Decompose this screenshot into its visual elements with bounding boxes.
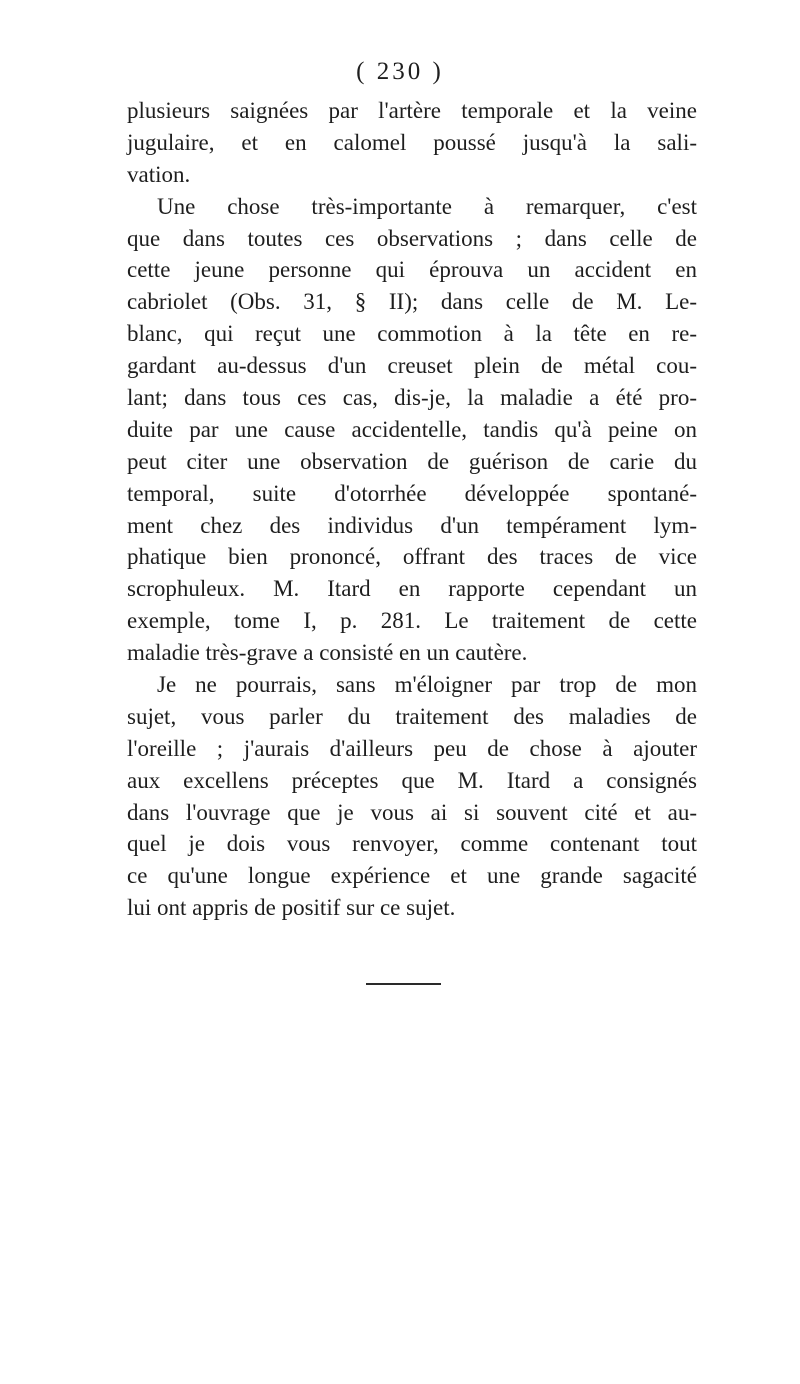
text-line: gardant au-dessus d'un creuset plein de métal cou-	[127, 353, 697, 379]
text-line: l'oreille ; j'aurais d'ailleurs peu de chose à ajouter	[127, 735, 697, 761]
text-line: dans l'ouvrage que je vous ai si souvent cité et au-	[127, 799, 697, 825]
text-line: duite par une cause accidentelle, tandis qu'à peine on	[127, 416, 697, 442]
text-line: scrophuleux. M. Itard en rapporte cependant un	[127, 576, 697, 602]
text-line: phatique bien prononcé, offrant des traces de vice	[127, 544, 697, 570]
section-divider	[366, 983, 441, 985]
text-line: aux excellens préceptes que M. Itard a consignés	[127, 767, 697, 793]
text-line: cette jeune personne qui éprouva un accident en	[127, 257, 697, 283]
text-line: quel je dois vous renvoyer, comme contenant tout	[127, 831, 697, 857]
text-line: Je ne pourrais, sans m'éloigner par trop de mon	[157, 672, 697, 698]
text-line: peut citer une observation de guérison de carie du	[127, 448, 697, 474]
text-line: Une chose très-importante à remarquer, c'est	[157, 193, 697, 219]
text-line: plusieurs saignées par l'artère temporale et la veine	[127, 98, 697, 123]
text-line: cabriolet (Obs. 31, § II); dans celle de M. Le-	[127, 289, 697, 315]
text-line: blanc, qui reçut une commotion à la tête en re-	[127, 321, 697, 347]
text-line: que dans toutes ces observations ; dans celle de	[127, 225, 697, 251]
page-number: ( 230 )	[356, 58, 444, 85]
text-line: jugulaire, et en calomel poussé jusqu'à la sali-	[127, 129, 697, 155]
text-line: ment chez des individus d'un tempérament lym-	[127, 512, 697, 538]
text-line: maladie très-grave a consisté en un cautère.	[127, 640, 528, 666]
text-line: exemple, tome I, p. 281. Le traitement de cette	[127, 608, 697, 634]
text-line: ce qu'une longue expérience et une grande sagacité	[127, 863, 697, 889]
text-line: temporal, suite d'otorrhée développée spontané-	[127, 480, 697, 506]
text-line: lui ont appris de positif sur ce sujet.	[127, 895, 456, 921]
text-line: lant; dans tous ces cas, dis-je, la maladie a été pro-	[127, 385, 697, 411]
body-text	[127, 95, 697, 924]
text-line: sujet, vous parler du traitement des maladies de	[127, 703, 697, 729]
text-line: vation.	[127, 161, 191, 187]
